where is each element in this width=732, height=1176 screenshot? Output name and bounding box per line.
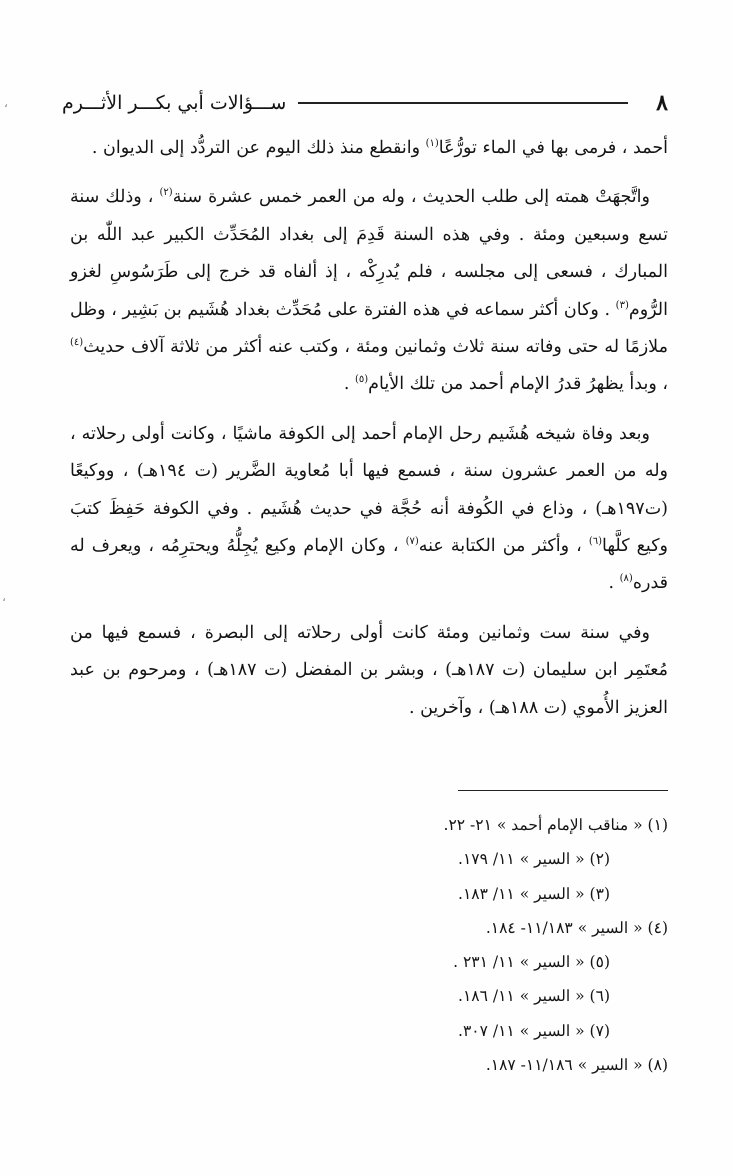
paragraph-text: واتَّجهَتْ همته إلى طلب الحديث ، وله من العمر خمس عشرة سنة	[172, 187, 650, 208]
page-header	[62, 86, 668, 120]
footnote-item	[200, 911, 668, 945]
footnote-item	[200, 877, 668, 911]
footnote-item	[200, 842, 668, 876]
paragraph-text: ، وأكثر من الكتابة عنه	[418, 536, 589, 557]
footnote-number: (٢)	[589, 850, 610, 869]
footnote-number: (١)	[647, 816, 668, 834]
footnote-item	[200, 979, 668, 1013]
footnote-text: « السير » ١١/ ١٨٦.	[458, 987, 585, 1006]
footnote-text: « السير » ١١/ ٢٣١ .	[453, 953, 585, 972]
footnote-ref: (٨)	[619, 573, 633, 585]
footnote-item	[200, 808, 668, 842]
paragraph-text: .	[608, 573, 620, 594]
paragraph-text: ، وبدأ يظهرُ قدرُ الإمام أحمد من تلك الأيام	[368, 374, 668, 395]
paragraph-text: ، وذلك سنة تسع وسبعين ومئة . وفي هذه السنة قَدِمَ إلى بغداد المُحَدِّث الكبير عبد اللّٰه بن المبارك ، فسعى إلى مجلسه ، فلم يُدرِكْه ، إذ ألفاه قد خرج إلى طَرَسُوسِ لغزو الرُّوم	[70, 187, 668, 320]
paragraph-text: وفي سنة ست وثمانين ومئة كانت أولى رحلاته إلى البصرة ، فسمع فيها من مُعتَمِر ابن سليمان (ت ١٨٧هـ) ، وبشر بن المفضل (ت ١٨٧هـ) ، ومرحوم بن عبد العزيز الأُموي (ت ١٨٨هـ) ، وآخرين .	[70, 622, 668, 718]
paragraph-text: ، وكان الإمام وكيع يُجِلُّهُ ويحترِمُه ، ويعرف له قدره	[70, 536, 668, 594]
body-text	[70, 130, 668, 727]
footnote-number: (٨)	[647, 1056, 668, 1075]
footnote-item	[200, 1014, 668, 1048]
footnote-ref: (٥)	[354, 374, 369, 386]
footnote-number: (٦)	[589, 987, 610, 1006]
footnote-ref: (٧)	[405, 536, 419, 548]
footnote-ref: (٦)	[588, 536, 603, 548]
header-rule	[298, 102, 628, 104]
footnote-text: « السير » ١١/ ١٨٣.	[458, 884, 585, 903]
running-title: ســـؤالات أبي بكـــر الأثـــرم	[62, 92, 287, 114]
paragraph-text: .	[343, 374, 355, 395]
page-number: ٨	[656, 90, 668, 116]
footnotes-list	[200, 808, 668, 1082]
paragraph-text: وبعد وفاة شيخه هُشَيم رحل الإمام أحمد إلى الكوفة ماشيًا ، وكانت أولى رحلاته ، وله من العمر عشرون سنة ، فسمع فيها أبا مُعاوية الضَّرير (ت ١٩٤هـ) ، ووكيعًا (ت١٩٧هـ) ، وذاع في الكُوفة أنه حُجَّة في حديث هُشَيم . وفي الكوفة حَفِظَ كتبَ وكيع كلَّها	[70, 423, 669, 557]
footnote-number: (٤)	[647, 918, 668, 937]
footnote-item	[200, 945, 668, 979]
body-paragraph	[70, 130, 668, 167]
footnote-ref: (٤)	[70, 337, 84, 349]
margin-mark: ،	[4, 96, 8, 110]
paragraph-text: . وكان أكثر سماعه في هذه الفترة على مُحَدِّث بغداد هُشَيم بن بَشِير ، وظل ملازمًا له حتى وفاته سنة ثلاث وثمانين ومئة ، وكتب عنه أكثر من ثلاثة آلاف حديث	[70, 299, 668, 358]
footnote-number: (٥)	[589, 953, 610, 972]
footnote-ref: (٢)	[159, 187, 173, 199]
paragraph-text: أحمد ، فرمى بها في الماء تورُّعًا	[438, 138, 668, 158]
footnote-separator	[458, 790, 668, 791]
body-paragraph	[70, 416, 668, 603]
body-paragraph	[70, 179, 668, 403]
footnote-text: « السير » ١١/١٨٦- ١٨٧.	[485, 1056, 643, 1075]
paragraph-text: وانقطع منذ ذلك اليوم عن التردُّد إلى الديوان .	[91, 138, 426, 158]
footnote-item	[200, 1048, 668, 1082]
footnote-number: (٧)	[589, 1021, 610, 1040]
footnote-ref: (٣)	[615, 299, 629, 311]
footnote-text: « السير » ١١/١٨٣- ١٨٤.	[485, 918, 643, 937]
footnote-text: « مناقب الإمام أحمد » ٢١- ٢٢.	[443, 816, 643, 834]
body-paragraph	[70, 615, 668, 727]
footnote-text: « السير » ١١/ ١٧٩.	[458, 850, 585, 869]
footnote-text: « السير » ١١/ ٣٠٧.	[458, 1021, 585, 1040]
margin-mark: ،	[2, 590, 6, 604]
footnote-number: (٣)	[589, 884, 610, 903]
footnote-ref: (١)	[425, 138, 439, 150]
